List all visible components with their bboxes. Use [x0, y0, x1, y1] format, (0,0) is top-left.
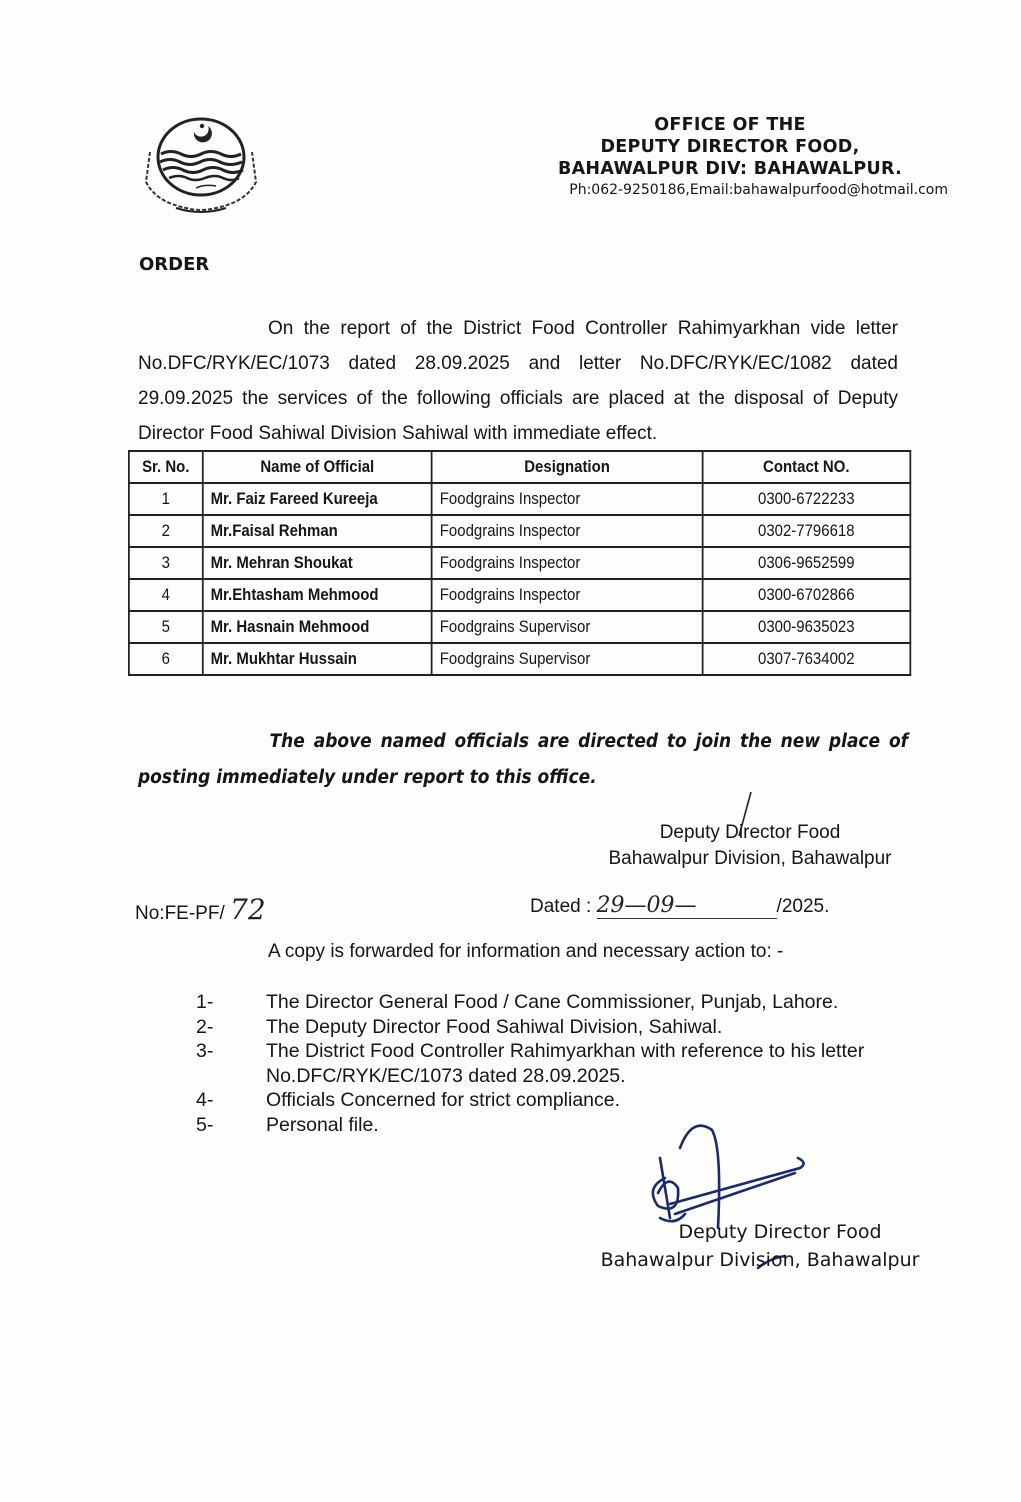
list-text: Officials Concerned for strict compliance.	[266, 1089, 621, 1111]
list-text: The Deputy Director Food Sahiwal Division, Sahiwal.	[266, 1015, 723, 1038]
table-row	[129, 515, 910, 547]
list-item	[196, 1015, 916, 1040]
cell-designation: Foodgrains Inspector	[432, 579, 702, 611]
handwritten-reference-number: 72	[230, 893, 266, 926]
dated-line	[530, 893, 829, 919]
cell-sr: 2	[129, 515, 203, 547]
table-header-row	[129, 451, 910, 483]
cell-sr: 3	[129, 547, 203, 579]
dated-year: /2025.	[776, 896, 830, 917]
cell-contact: 0307-7634002	[702, 643, 910, 675]
cell-contact: 0300-6702866	[702, 579, 910, 611]
list-text: Personal file.	[266, 1113, 379, 1136]
signatory-title: Deputy Director Food	[659, 822, 841, 843]
office-line-3: BAHAWALPUR DIV: BAHAWALPUR.	[557, 159, 903, 179]
header-sr-no: Sr. No.	[129, 451, 203, 483]
table-row	[129, 611, 910, 643]
list-item	[196, 990, 916, 1015]
dated-label: Dated :	[530, 896, 592, 917]
cell-name: Mr.Ehtasham Mehmood	[203, 579, 432, 611]
reference-number	[135, 893, 266, 926]
cell-designation: Foodgrains Inspector	[432, 483, 702, 515]
intro-paragraph	[138, 311, 898, 451]
office-line-1: OFFICE OF THE	[654, 115, 806, 135]
cell-sr: 1	[129, 483, 203, 515]
cell-contact: 0306-9652599	[702, 547, 910, 579]
list-text: The District Food Controller Rahimyarkhan with reference to his letter No.DFC/RYK/EC/1073 dated 28.09.2025.	[266, 1040, 865, 1087]
cell-sr: 6	[129, 643, 203, 675]
table-row	[129, 579, 910, 611]
directive-text: The above named officials are directed to join the new place of posting immediately under report to this office.	[138, 731, 909, 788]
list-item	[196, 1088, 916, 1113]
forward-text: A copy is forwarded for information and necessary action to: -	[268, 941, 784, 962]
signature-block-2	[600, 1218, 920, 1274]
cell-name: Mr. Hasnain Mehmood	[203, 611, 432, 643]
reference-prefix: No:FE-PF/	[135, 903, 225, 924]
cell-contact: 0300-9635023	[702, 611, 910, 643]
office-contact: Ph:062-9250186,Email:bahawalpurfood@hotmail.com	[569, 182, 948, 198]
signatory-title: Deputy Director Food	[678, 1221, 882, 1243]
cell-sr: 4	[129, 579, 203, 611]
list-text: The Director General Food / Cane Commissioner, Punjab, Lahore.	[266, 991, 839, 1013]
list-item	[196, 1039, 916, 1088]
header-designation: Designation	[432, 451, 702, 483]
list-number: 1-	[196, 991, 214, 1013]
table-row	[129, 547, 910, 579]
cell-designation: Foodgrains Supervisor	[432, 643, 702, 675]
cell-contact: 0302-7796618	[702, 515, 910, 547]
signatory-division: Bahawalpur Division, Bahawalpur	[600, 1249, 920, 1271]
directive-paragraph	[138, 724, 908, 796]
government-of-punjab-emblem-icon	[136, 112, 266, 217]
cell-name: Mr. Mukhtar Hussain	[203, 643, 432, 675]
header-name: Name of Official	[203, 451, 432, 483]
office-line-2: DEPUTY DIRECTOR FOOD,	[600, 137, 860, 157]
list-number: 3-	[196, 1040, 214, 1062]
officials-table	[128, 450, 911, 676]
letterhead	[500, 114, 960, 200]
list-number: 5-	[196, 1113, 214, 1136]
handwritten-date: 29—09—	[596, 893, 697, 918]
list-number: 4-	[196, 1089, 214, 1111]
cell-designation: Foodgrains Inspector	[432, 547, 702, 579]
table-row	[129, 483, 910, 515]
intro-text: On the report of the District Food Controller Rahimyarkhan vide letter No.DFC/RYK/EC/1073 dated 28.09.2025 and letter No.DFC/RYK/EC/1082 dated 29.09.2025 the services of the following officials are placed at the disposal of Deputy Director Food Sahiwal Division Sahiwal with immediate effect.	[138, 318, 898, 444]
cell-name: Mr.Faisal Rehman	[203, 515, 432, 547]
cell-contact: 0300-6722233	[702, 483, 910, 515]
signatory-division: Bahawalpur Division, Bahawalpur	[608, 848, 892, 869]
header-contact: Contact NO.	[702, 451, 910, 483]
table-row	[129, 643, 910, 675]
cell-designation: Foodgrains Inspector	[432, 515, 702, 547]
signature-block-1	[600, 820, 900, 872]
copy-list	[196, 990, 916, 1137]
cell-sr: 5	[129, 611, 203, 643]
order-title: ORDER	[139, 254, 210, 275]
cell-name: Mr. Faiz Fareed Kureeja	[203, 483, 432, 515]
cell-name: Mr. Mehran Shoukat	[203, 547, 432, 579]
cell-designation: Foodgrains Supervisor	[432, 611, 702, 643]
list-number: 2-	[196, 1015, 214, 1038]
